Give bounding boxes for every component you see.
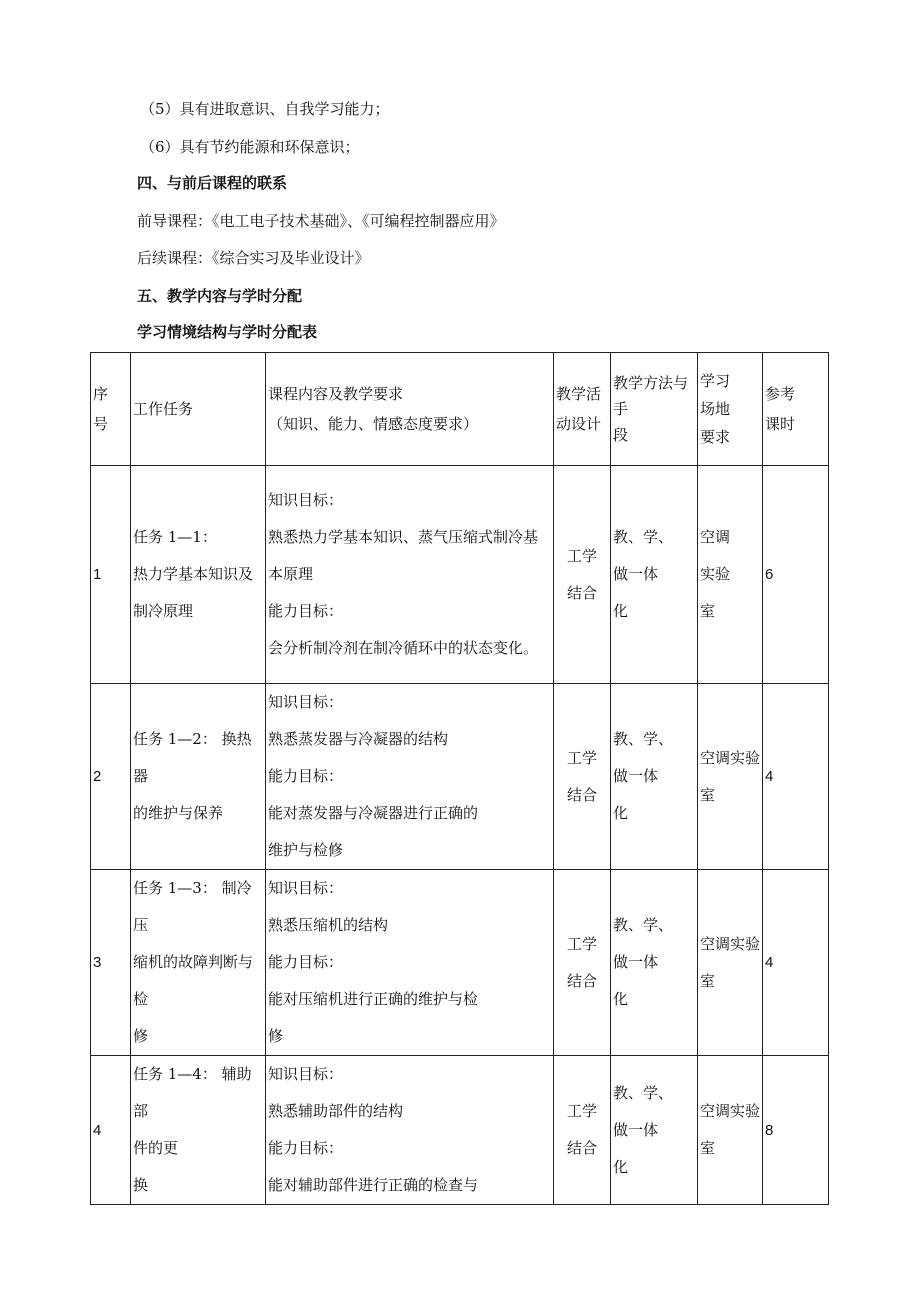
row-number: 1 — [91, 466, 131, 684]
schedule-table — [90, 352, 829, 1205]
row-hours: 4 — [763, 870, 829, 1056]
table-row — [91, 466, 829, 684]
table-row — [91, 684, 829, 870]
row-task: 任务 1—3： 制冷压 缩机的故障判断与 检 修 — [131, 870, 266, 1056]
objective-item-5: （5）具有进取意识、自我学习能力； — [140, 100, 390, 118]
table-header-row — [91, 353, 829, 466]
row-place: 空调实验 室 — [698, 684, 763, 870]
row-number: 2 — [91, 684, 131, 870]
row-content: 知识目标： 熟悉辅助部件的结构 能力目标： 能对辅助部件进行正确的检查与 — [266, 1056, 554, 1205]
row-number: 3 — [91, 870, 131, 1056]
header-task: 工作任务 — [131, 353, 266, 466]
header-method: 教学方法与 手 段 — [611, 353, 698, 466]
section4-heading: 四、与前后课程的联系 — [137, 174, 288, 192]
header-content: 课程内容及教学要求 （知识、能力、情感态度要求） — [266, 353, 554, 466]
header-place: 学习 场地 要求 — [698, 353, 763, 466]
row-place: 空调实验 室 — [698, 1056, 763, 1205]
header-hours: 参考 课时 — [763, 353, 829, 466]
objective-item-6: （6）具有节约能源和环保意识； — [140, 138, 360, 156]
row-task: 任务 1—1： 热力学基本知识及 制冷原理 — [131, 466, 266, 684]
row-method: 教、学、 做一体 化 — [611, 684, 698, 870]
row-hours: 4 — [763, 684, 829, 870]
row-activity: 工学 结合 — [554, 684, 611, 870]
header-activity: 教学活 动设计 — [554, 353, 611, 466]
table-row — [91, 1056, 829, 1205]
section5-heading: 五、教学内容与学时分配 — [137, 287, 303, 305]
row-content: 知识目标： 熟悉蒸发器与冷凝器的结构 能力目标： 能对蒸发器与冷凝器进行正确的 维护与检修 — [266, 684, 554, 870]
row-hours: 8 — [763, 1056, 829, 1205]
row-number: 4 — [91, 1056, 131, 1205]
row-hours: 6 — [763, 466, 829, 684]
row-activity: 工学 结合 — [554, 466, 611, 684]
row-method: 教、学、 做一体 化 — [611, 466, 698, 684]
row-activity: 工学 结合 — [554, 1056, 611, 1205]
row-method: 教、学、 做一体 化 — [611, 870, 698, 1056]
table-row — [91, 870, 829, 1056]
followup-courses: 后续课程：《综合实习及毕业设计》 — [137, 249, 370, 267]
table-title: 学习情境结构与学时分配表 — [137, 323, 318, 341]
row-task: 任务 1—2： 换热器 的维护与保养 — [131, 684, 266, 870]
row-task: 任务 1—4： 辅助部 件的更 换 — [131, 1056, 266, 1205]
row-place: 空调 实验 室 — [698, 466, 763, 684]
row-place: 空调实验 室 — [698, 870, 763, 1056]
row-activity: 工学 结合 — [554, 870, 611, 1056]
header-no: 序 号 — [91, 353, 131, 466]
prerequisite-courses: 前导课程：《电工电子技术基础》、《可编程控制器应用》 — [137, 212, 505, 230]
row-content: 知识目标： 熟悉热力学基本知识、蒸气压缩式制冷基 本原理 能力目标： 会分析制冷剂在制冷循环中的状态变化。 — [266, 466, 554, 684]
row-content: 知识目标： 熟悉压缩机的结构 能力目标： 能对压缩机进行正确的维护与检 修 — [266, 870, 554, 1056]
row-method: 教、学、 做一体 化 — [611, 1056, 698, 1205]
